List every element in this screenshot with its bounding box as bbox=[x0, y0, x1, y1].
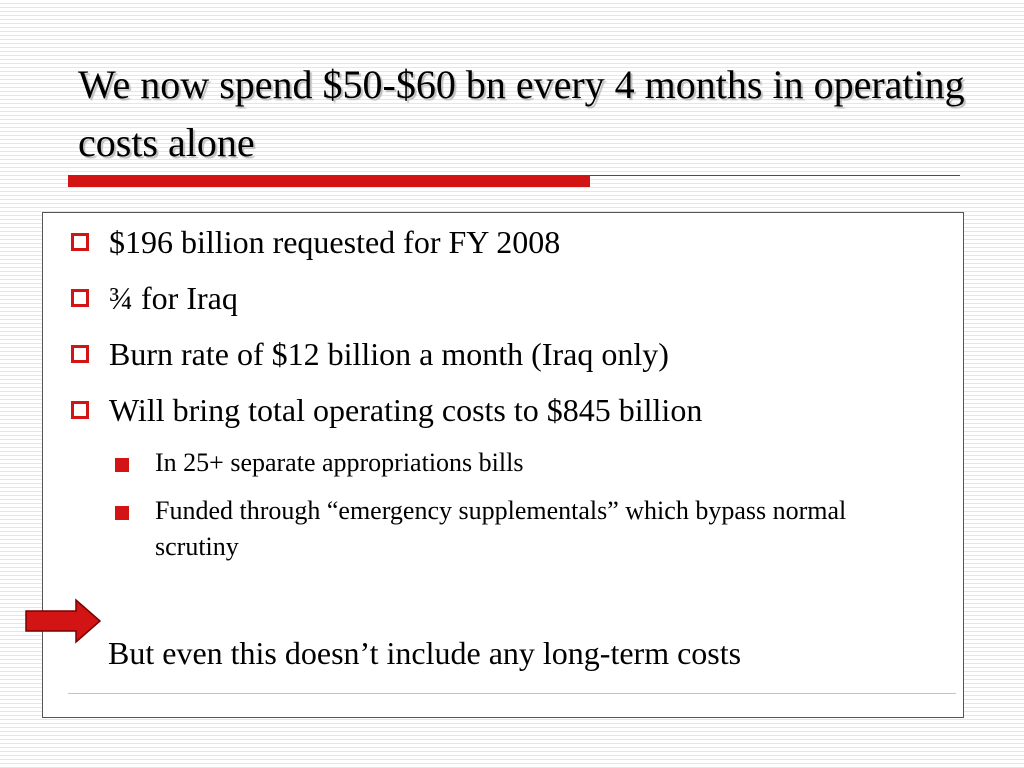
bullet-item bbox=[71, 335, 669, 373]
bullet-text: ¾ for Iraq bbox=[109, 280, 238, 316]
hollow-square-bullet-icon bbox=[71, 233, 89, 251]
slide-title: We now spend $50-$60 bn every 4 months in operating costs alone bbox=[78, 62, 965, 165]
sub-bullet-text: In 25+ separate appropriations bills bbox=[155, 448, 524, 477]
bullet-item bbox=[71, 279, 238, 317]
bottom-divider bbox=[68, 693, 956, 694]
bullet-text: Will bring total operating costs to $845 billion bbox=[109, 392, 703, 428]
sub-bullet-item bbox=[115, 493, 915, 565]
hollow-square-bullet-icon bbox=[71, 345, 89, 363]
sub-bullet-item bbox=[115, 445, 915, 481]
bullet-item bbox=[71, 391, 702, 429]
title-underline-thin bbox=[590, 175, 960, 176]
bullet-text: Burn rate of $12 billion a month (Iraq only) bbox=[109, 336, 669, 372]
right-arrow-icon bbox=[24, 598, 104, 644]
sub-bullet-text: Funded through “emergency supplementals” which bypass normal scrutiny bbox=[155, 496, 847, 561]
hollow-square-bullet-icon bbox=[71, 401, 89, 419]
title-underline-thick bbox=[68, 175, 590, 187]
hollow-square-bullet-icon bbox=[71, 289, 89, 307]
filled-square-bullet-icon bbox=[115, 506, 129, 520]
bullet-text: $196 billion requested for FY 2008 bbox=[109, 224, 561, 260]
bullet-item bbox=[71, 223, 560, 261]
closing-statement: But even this doesn’t include any long-term costs bbox=[108, 635, 742, 671]
filled-square-bullet-icon bbox=[115, 458, 129, 472]
